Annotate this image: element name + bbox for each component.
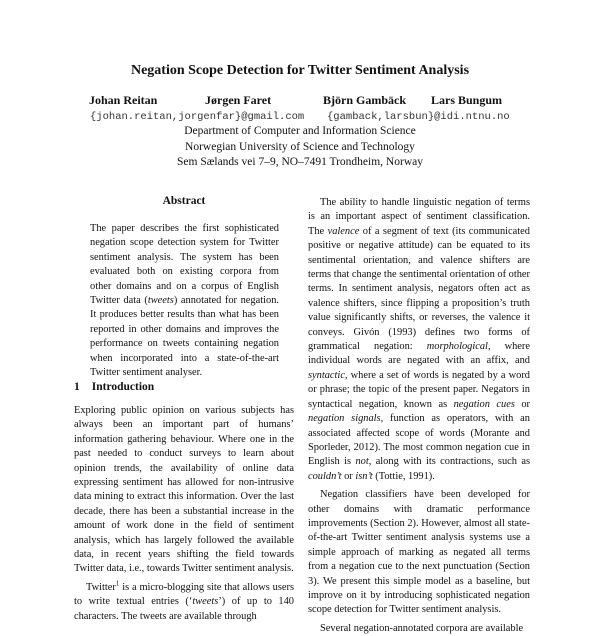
abstract-text: The paper describes the first sophisticated negation scope detection system for Twitter sentiment analysis. The system has been evaluated both on existing corpora from other domains and on a corpus of English Twitter data (tweets) annotated for negation. It produces better results than what has been reported in other domains and improves the performance on tweets containing negation when incorporated into a state-of-the-art Twitter sentiment analyser. <box>90 223 279 379</box>
author-email: {johan.reitan,jorgenfar}@gmail.com <box>90 111 305 123</box>
author-name: Björn Gambäck <box>323 93 407 107</box>
author-email: {gamback,larsbun}@idi.ntnu.no <box>327 111 510 123</box>
paper-title: Negation Scope Detection for Twitter Sentiment Analysis <box>130 63 470 78</box>
right-column-text <box>308 196 530 636</box>
paragraph: Negation classifiers have been developed for other domains with dramatic performance improvements (Section 2). However, almost all state-of-the-art Twitter sentiment analysis systems use a simple approach of marking as negated all terms from a negation cue to the next punctuation (Section 3). We present this simple model as a baseline, but improve on it by introducing sophisticated negation scope detection for Twitter sentiment analysis. <box>308 489 530 616</box>
author-name: Johan Reitan <box>89 93 158 107</box>
affiliation-line: Department of Computer and Information Science <box>184 125 416 137</box>
abstract-heading: Abstract <box>162 195 206 207</box>
section-heading <box>74 381 166 393</box>
author-name: Lars Bungum <box>431 93 503 107</box>
affiliation-line: Norwegian University of Science and Technology <box>185 140 415 153</box>
section-number: 1 <box>74 381 80 393</box>
paragraph: The ability to handle linguistic negation of terms is an important aspect of sentiment classification. The valence of a segment of text (its communicated positive or negative attitude) can be equated to its sentimental orientation, and valence shifters are terms that change the sentimental orientation of other terms. In sentiment analysis, negators often act as valence shifters, since flipping a proposition’s truth value significantly shifts, or reverses, the valence it conveys. Givón (1993) defines two forms of grammatical negation: morphological, where individual words are negated with an affix, and syntactic, where a set of words is negated by a word or phrase; the topic of the present paper. Negators in syntactical negation, known as negation cues or negation signals, function as operators, with an associated affected scope of words (Morante and Sporleder, 2012). The most common negation cue in English is not, along with its contractions, such as couldn’t or isn’t (Tottie, 1991). <box>308 197 530 482</box>
paragraph: Several negation-annotated corpora are available <box>320 622 524 634</box>
paragraph: Exploring public opinion on various subjects has always been an important part of humans’ information gathering behaviour. Where one in the past needed to conduct surveys to learn about opinion trends, the availability of online data expressing sentiment has allowed for non-intrusive data mining to extract this information. Over the last decade, there has been a substantial increase in the amount of work done in the field of sentiment analysis, which has largely followed the available data, in recent years shifting the field towards Twitter data, i.e., towards Twitter sentiment analysis. <box>74 405 294 575</box>
introduction-text <box>74 404 294 624</box>
affiliation <box>0 124 600 171</box>
affiliation-line: Sem Sælands vei 7–9, NO–7491 Trondheim, Norway <box>177 156 423 168</box>
paragraph: Twitter$^1$ is a micro-blogging site that allows users to write textual entries (‘tweets’) of up to 140 characters. The tweets are available through <box>74 579 295 622</box>
section-title: Introduction <box>91 381 155 393</box>
author-name: Jørgen Faret <box>205 93 272 107</box>
